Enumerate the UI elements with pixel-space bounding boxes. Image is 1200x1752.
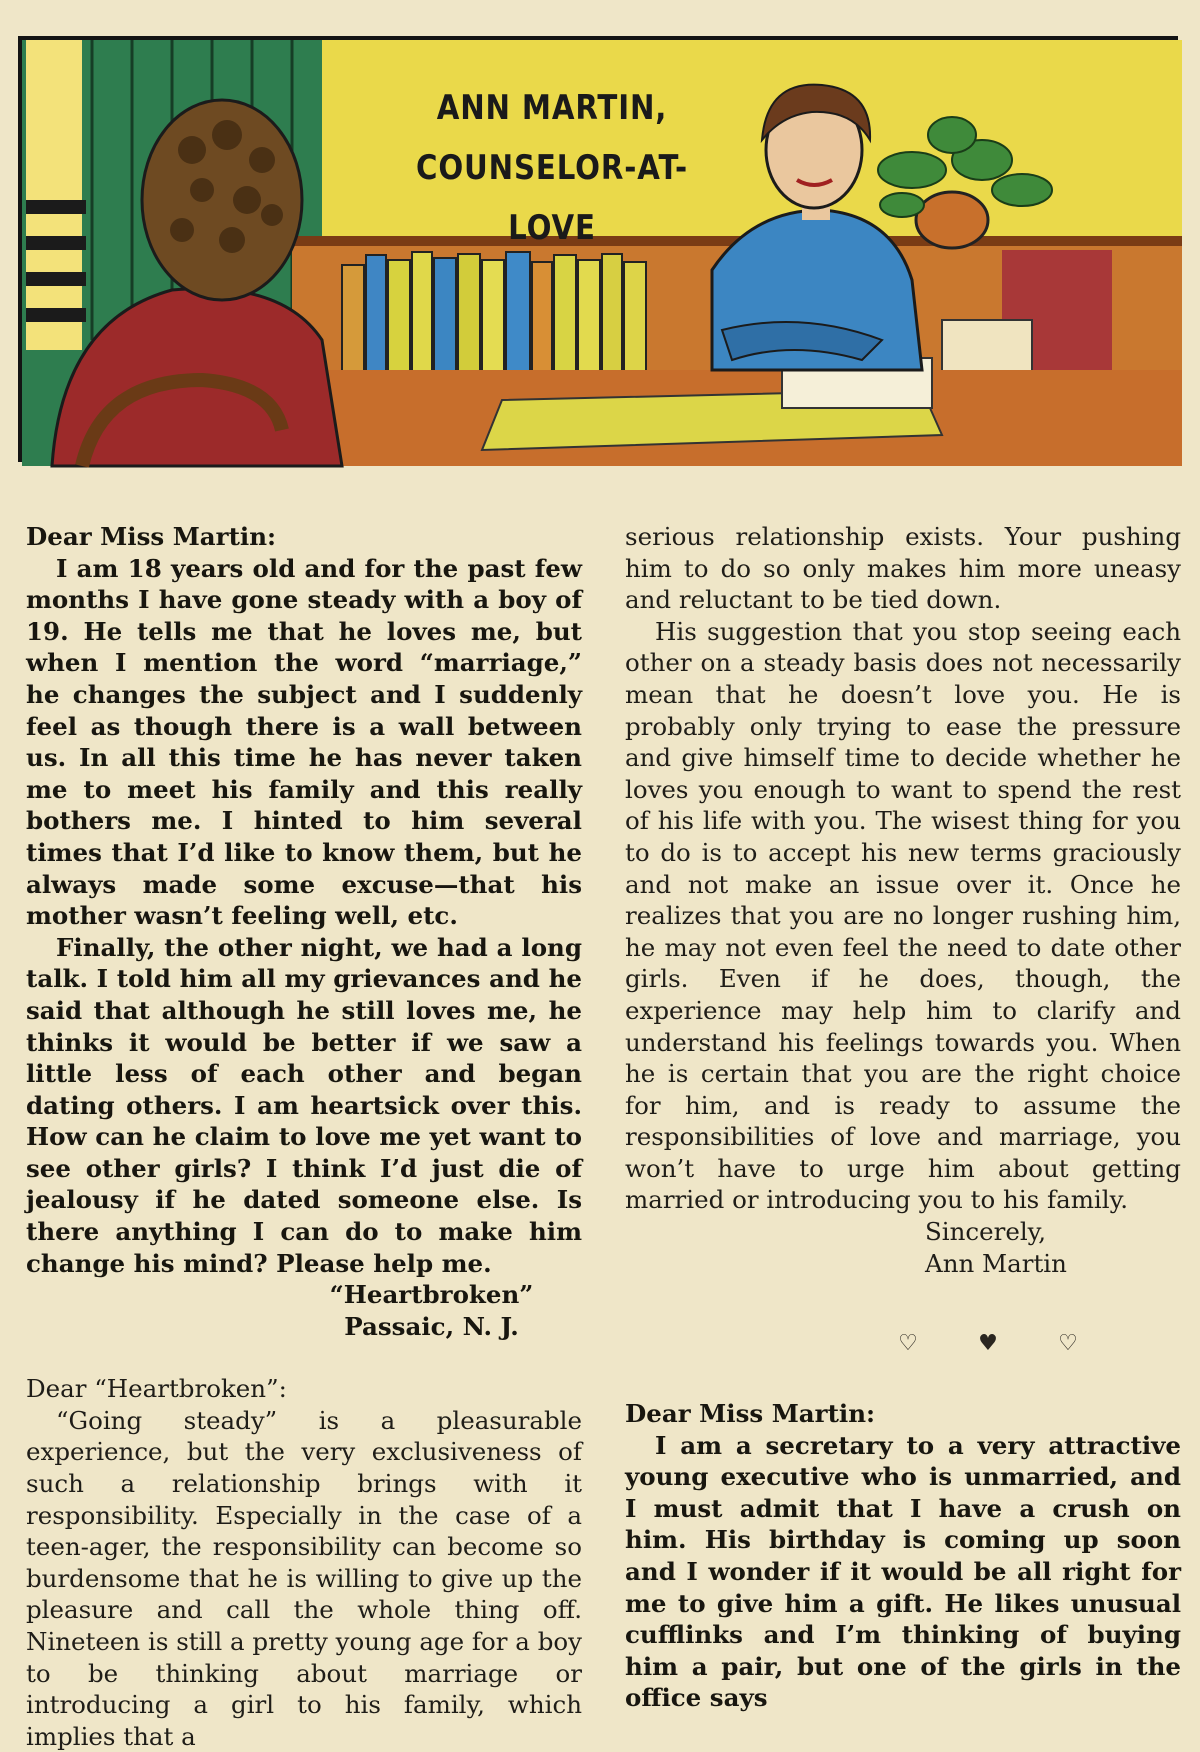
reply-1-signature: Ann Martin [925,1249,1067,1279]
reader-letter-2 [625,1398,1181,1714]
reader-letter-1 [26,521,582,1343]
letter-2-salutation: Dear Miss Martin: [625,1399,876,1429]
header-illustration-panel [18,36,1178,462]
letter-1-signature: “Heartbroken” [329,1280,534,1310]
reply-1-paragraph-1-start: “Going steady” is a pleasurable experience, but the very exclusiveness of such a relationship brings with it responsibility. Especially in the case of a teen-ager, the responsibility can become so burdensome that he is willing to give up the pleasure and call the whole thing off. Nineteen is still a pretty young age for a boy to be thinking about marriage or introducing a girl to his family, which implies that a [26,1405,582,1751]
right-text-column [625,521,1181,1714]
reply-1-left [26,1373,582,1752]
letter-1-signoff [26,1279,582,1343]
spacer [26,1343,582,1373]
reply-1-paragraph-2: His suggestion that you stop seeing each other on a steady basis does not necessarily mean that he doesn’t love you. He is probably only trying to ease the pressure and give himself time to decide whether he loves you enough to want to spend the rest of his life with you. The wisest thing for you to do is to accept his new terms graciously and not make an issue over it. Once he realizes that you are no longer rushing him, he may not even feel the need to date other girls. Even if he does, though, the experience may help him to clarify and understand his feelings towards you. When he is certain that you are the right choice for him, and is ready to assume the responsibilities of love and marriage, you won’t have to urge him about getting married or introducing you to his family. [625,616,1181,1215]
left-text-column [26,521,582,1752]
reply-1-salutation: Dear “Heartbroken”: [26,1374,287,1404]
section-divider [625,1328,1181,1398]
heart-solid-icon: ♥ [978,1331,998,1357]
letter-1-location: Passaic, N. J. [344,1312,519,1342]
title-line-2: COUNSELOR-AT-LOVE [415,148,688,248]
heart-outline-icon: ♡ [1058,1331,1078,1357]
column-title [380,78,724,258]
reply-1-right [625,521,1181,1280]
heart-outline-icon: ♡ [898,1331,918,1357]
letter-1-salutation: Dear Miss Martin: [26,522,277,551]
reply-1-paragraph-1-end: serious relationship exists. Your pushing him to do so only makes him more uneasy and reluctant to be tied down. [625,522,1181,615]
reply-1-signoff [625,1216,1181,1280]
reply-1-closing: Sincerely, [925,1217,1047,1247]
letter-1-paragraph-2: Finally, the other night, we had a long talk. I told him all my grievances and he said that although he still loves me, he thinks it would be better if we saw a little less of each other and began dating others. I am heartsick over this. How can he claim to love me yet want to see other girls? I think I’d just die of jealousy if he dated someone else. Is there anything I can do to make him change his mind? Please help me. [26,932,582,1278]
title-line-1: ANN MARTIN, [436,88,668,128]
letter-1-paragraph-1: I am 18 years old and for the past few months I have gone steady with a boy of 19. He tells me that he loves me, but when I mention the word “marriage,” he changes the subject and I suddenly feel as though there is a wall between us. In all this time he has never taken me to meet his family and this really bothers me. I hinted to him several times that I’d like to know them, but he always made some excuse—that his mother wasn’t feeling well, etc. [26,553,582,931]
letter-2-paragraph-1: I am a secretary to a very attractive young executive who is unmarried, and I must admit that I have a crush on him. His birthday is coming up soon and I wonder if it would be all right for me to give him a gift. He likes unusual cufflinks and I’m thinking of buying him a pair, but one of the girls in the office says [625,1430,1181,1713]
